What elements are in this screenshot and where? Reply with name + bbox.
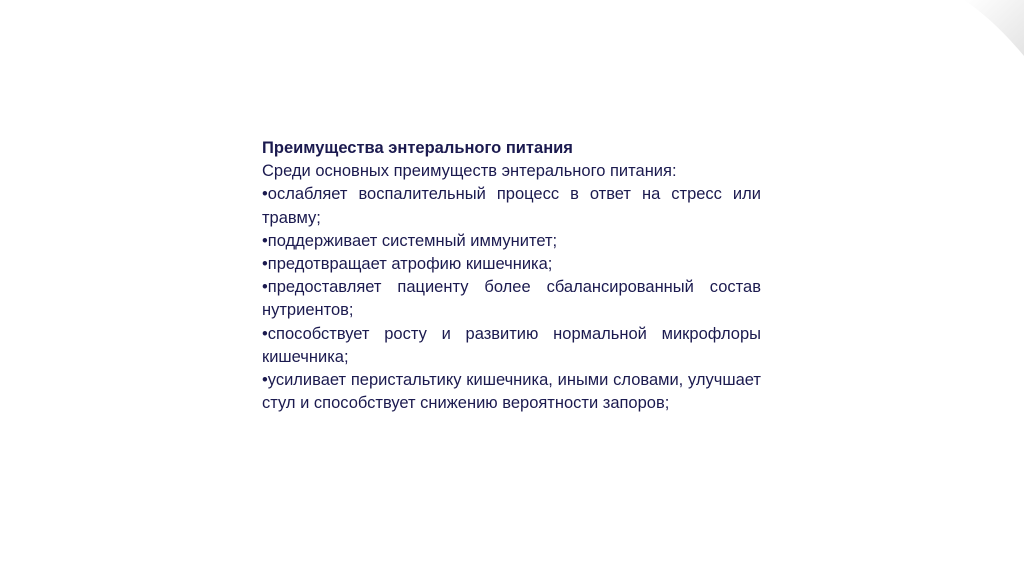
list-item: •ослабляет воспалительный процесс в ответ на стресс или травму;	[262, 185, 761, 227]
slide-intro: Среди основных преимуществ энтерального питания:	[262, 162, 677, 181]
list-item: •предоставляет пациенту более сбалансированный состав нутриентов;	[262, 278, 761, 320]
list-item: •предотвращает атрофию кишечника;	[262, 255, 553, 274]
corner-page-curl	[954, 0, 1024, 56]
slide-text-block	[262, 137, 761, 415]
slide-title: Преимущества энтерального питания	[262, 139, 573, 157]
page-curl-shape	[954, 0, 1024, 56]
list-item: •способствует росту и развитию нормальной микрофлоры кишечника;	[262, 324, 761, 366]
list-item: •усиливает перистальтику кишечника, иными словами, улучшает стул и способствует снижению вероятности запоров;	[262, 371, 761, 413]
list-item: •поддерживает системный иммунитет;	[262, 231, 558, 250]
